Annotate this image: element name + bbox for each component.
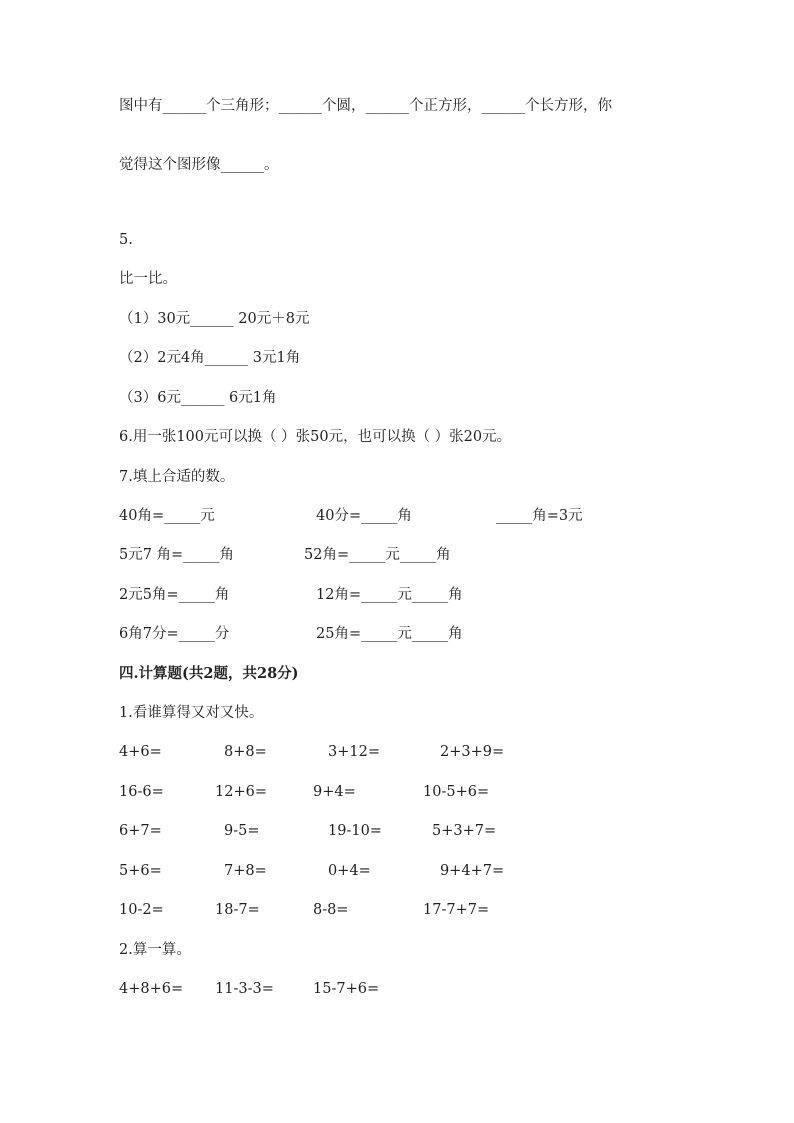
calc-cell: 9-5=	[224, 823, 260, 839]
calc-row	[0, 979, 794, 999]
calc-cell: 18-7=	[215, 902, 260, 918]
calc-row	[0, 900, 794, 920]
calc-cell: 10-2=	[119, 902, 164, 918]
calc-cell: 11-3-3=	[215, 981, 274, 997]
shape-count-line-1: 图中有______个三角形；______个圆，______个正方形，______个长方形，你	[119, 98, 612, 114]
compare-item-1: （1）30元______ 20元＋8元	[119, 311, 310, 327]
calc-cell: 9+4=	[313, 784, 356, 800]
calc-cell: 8+8=	[224, 744, 267, 760]
calc-1-title: 1.看谁算得又对又快。	[119, 705, 264, 721]
calc-cell: 8-8=	[313, 902, 349, 918]
fill-row	[0, 624, 794, 644]
calc-cell: 5+6=	[119, 863, 162, 879]
calc-cell: 9+4+7=	[440, 863, 505, 879]
calc-cell: 12+6=	[215, 784, 267, 800]
section-heading: 四.计算题(共2题，共28分)	[119, 665, 299, 682]
calc-cell: 2+3+9=	[440, 744, 505, 760]
question-6-text: 6.用一张100元可以换（ ）张50元，也可以换（ ）张20元。	[119, 429, 512, 445]
fill-row	[0, 506, 794, 526]
fill-cell: 6角7分=_____分	[119, 626, 230, 642]
calc-cell: 4+6=	[119, 744, 162, 760]
compare-item-2: （2）2元4角______ 3元1角	[119, 350, 301, 366]
fill-cell: 25角=_____元_____角	[316, 626, 463, 642]
calc-cell: 4+8+6=	[119, 981, 184, 997]
calc-cell: 0+4=	[328, 863, 371, 879]
calc-cell: 15-7+6=	[313, 981, 380, 997]
fill-cell: 5元7 角=_____角	[119, 547, 234, 563]
calc-2-title: 2.算一算。	[119, 942, 191, 958]
calc-cell: 6+7=	[119, 823, 162, 839]
fill-cell: 2元5角=_____角	[119, 587, 230, 603]
calc-row	[0, 782, 794, 802]
fill-row	[0, 585, 794, 605]
calc-cell: 7+8=	[224, 863, 267, 879]
calc-cell: 19-10=	[328, 823, 382, 839]
fill-cell: _____角=3元	[496, 508, 583, 524]
fill-cell: 40角=_____元	[119, 508, 215, 524]
fill-cell: 52角=_____元_____角	[304, 547, 451, 563]
calc-cell: 17-7+7=	[423, 902, 490, 918]
calc-cell: 10-5+6=	[423, 784, 490, 800]
question-5-instruction: 比一比。	[119, 271, 177, 287]
calc-cell: 3+12=	[328, 744, 380, 760]
calc-cell: 5+3+7=	[432, 823, 497, 839]
shape-count-line-2: 觉得这个图形像______。	[119, 157, 279, 173]
calc-row	[0, 821, 794, 841]
calc-row	[0, 861, 794, 881]
compare-item-3: （3）6元______ 6元1角	[119, 390, 277, 406]
fill-cell: 12角=_____元_____角	[316, 587, 463, 603]
question-5-number: 5.	[119, 232, 133, 248]
fill-row	[0, 545, 794, 565]
calc-cell: 16-6=	[119, 784, 164, 800]
question-7-title: 7.填上合适的数。	[119, 469, 235, 485]
calc-row	[0, 742, 794, 762]
fill-cell: 40分=_____角	[316, 508, 412, 524]
